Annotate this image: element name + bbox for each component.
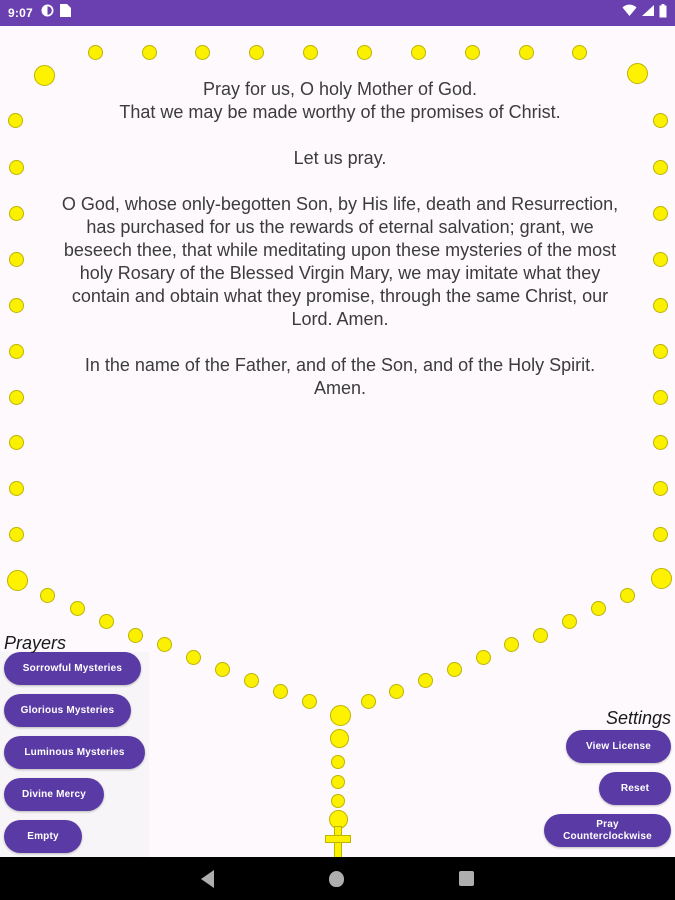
rosary-bead[interactable] [40, 588, 55, 603]
rosary-bead[interactable] [572, 45, 587, 60]
rosary-bead[interactable] [418, 673, 433, 688]
rosary-bead[interactable] [9, 298, 24, 313]
prayer-button-luminous-mysteries[interactable]: Luminous Mysteries [4, 736, 145, 769]
prayers-panel-title: Prayers [4, 633, 67, 653]
rosary-bead[interactable] [186, 650, 201, 665]
rosary-bead[interactable] [653, 160, 668, 175]
rosary-bead[interactable] [244, 673, 259, 688]
rosary-bead[interactable] [653, 206, 668, 221]
settings-button-view-license[interactable]: View License [566, 730, 671, 763]
rosary-bead[interactable] [157, 637, 172, 652]
rosary-bead[interactable] [653, 390, 668, 405]
rosary-bead[interactable] [447, 662, 462, 677]
rosary-bead[interactable] [9, 344, 24, 359]
rosary-bead[interactable] [7, 570, 28, 591]
rosary-bead[interactable] [9, 160, 24, 175]
rosary-bead[interactable] [249, 45, 264, 60]
rosary-bead[interactable] [331, 755, 345, 769]
rosary-bead[interactable] [653, 344, 668, 359]
rosary-bead[interactable] [9, 206, 24, 221]
rosary-bead[interactable] [195, 45, 210, 60]
rosary-bead[interactable] [562, 614, 577, 629]
rosary-bead[interactable] [142, 45, 157, 60]
prayer-paragraph: Pray for us, O holy Mother of God. That we may be made worthy of the promises of Christ. [119, 79, 561, 122]
settings-panel [544, 730, 675, 856]
rosary-bead[interactable] [653, 113, 668, 128]
prayer-button-divine-mercy[interactable]: Divine Mercy [4, 778, 104, 811]
rosary-bead[interactable] [653, 481, 668, 496]
status-bar-clock: 9:07 [8, 6, 33, 20]
rosary-bead[interactable] [465, 45, 480, 60]
android-navigation-bar [0, 857, 675, 900]
back-button-icon[interactable] [201, 870, 214, 888]
rosary-bead[interactable] [533, 628, 548, 643]
rosary-bead[interactable] [357, 45, 372, 60]
rosary-bead[interactable] [519, 45, 534, 60]
rosary-bead[interactable] [331, 794, 345, 808]
rosary-bead[interactable] [9, 481, 24, 496]
home-button-icon[interactable] [329, 871, 344, 887]
cellular-signal-icon [641, 4, 655, 22]
status-bar-right-icons [622, 4, 667, 23]
rosary-bead[interactable] [361, 694, 376, 709]
prayer-button-glorious-mysteries[interactable]: Glorious Mysteries [4, 694, 131, 727]
rosary-bead[interactable] [9, 435, 24, 450]
rosary-bead[interactable] [302, 694, 317, 709]
rosary-bead[interactable] [620, 588, 635, 603]
rosary-bead[interactable] [70, 601, 85, 616]
rosary-bead[interactable] [8, 113, 23, 128]
settings-button-pray-counterclockwise[interactable]: Pray Counterclockwise [544, 814, 671, 847]
rosary-bead[interactable] [476, 650, 491, 665]
wifi-icon [622, 4, 637, 22]
prayer-paragraph: O God, whose only-begotten Son, by His life, death and Resurrection, has purchased for us the rewards of eternal salvation; grant, we beseech thee, that while meditating upon these mysteries of the most holy Rosary of the Blessed Virgin Mary, we may imitate what they contain and obtain what they promise, through the same Christ, our Lord. Amen. [61, 194, 619, 329]
rosary-bead[interactable] [34, 65, 55, 86]
settings-button-reset[interactable]: Reset [599, 772, 671, 805]
rosary-bead[interactable] [653, 252, 668, 267]
rosary-bead[interactable] [9, 252, 24, 267]
status-bar [0, 0, 675, 26]
settings-panel-title: Settings [605, 708, 671, 728]
rosary-bead[interactable] [128, 628, 143, 643]
rosary-bead[interactable] [99, 614, 114, 629]
file-app-icon [60, 4, 71, 22]
rosary-bead[interactable] [9, 390, 24, 405]
rosary-bead[interactable] [9, 527, 24, 542]
battery-icon [659, 4, 667, 23]
rosary-bead[interactable] [330, 705, 351, 726]
prayers-panel [0, 652, 149, 862]
prayer-button-empty[interactable]: Empty [4, 820, 82, 853]
crucifix-horizontal-bar [325, 835, 351, 843]
rosary-bead[interactable] [627, 63, 648, 84]
rosary-bead[interactable] [331, 775, 345, 789]
rosary-bead[interactable] [653, 435, 668, 450]
rosary-bead[interactable] [651, 568, 672, 589]
prayer-text-block [60, 78, 620, 400]
prayer-paragraph: Let us pray. [293, 148, 387, 168]
rosary-bead[interactable] [653, 527, 668, 542]
rosary-bead[interactable] [273, 684, 288, 699]
prayer-paragraph: In the name of the Father, and of the Son, and of the Holy Spirit. Amen. [84, 355, 596, 398]
rosary-bead[interactable] [504, 637, 519, 652]
rosary-bead[interactable] [330, 729, 349, 748]
rosary-bead[interactable] [389, 684, 404, 699]
rosary-bead[interactable] [653, 298, 668, 313]
rosary-bead[interactable] [303, 45, 318, 60]
clock-app-icon [41, 4, 54, 22]
recents-button-icon[interactable] [459, 871, 474, 886]
rosary-bead[interactable] [215, 662, 230, 677]
rosary-bead[interactable] [591, 601, 606, 616]
prayer-button-sorrowful-mysteries[interactable]: Sorrowful Mysteries [4, 652, 141, 685]
rosary-bead[interactable] [411, 45, 426, 60]
rosary-bead[interactable] [88, 45, 103, 60]
